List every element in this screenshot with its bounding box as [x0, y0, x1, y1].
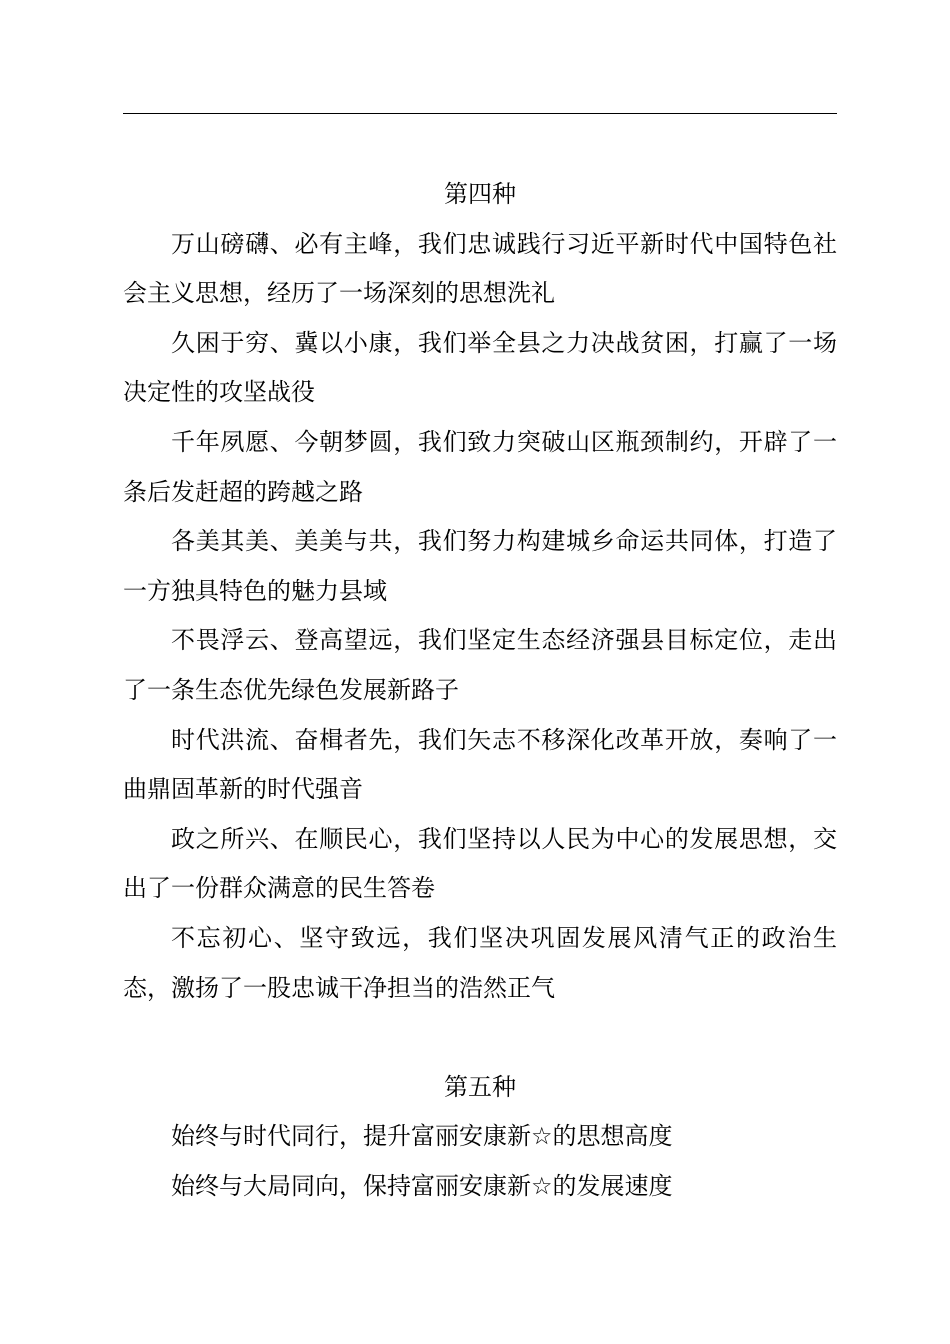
- paragraph: 不畏浮云、登高望远，我们坚定生态经济强县目标定位，走出了一条生态优先绿色发展新路子: [123, 626, 837, 704]
- paragraph: 始终与时代同行，提升富丽安康新☆的思想高度: [171, 1122, 673, 1151]
- paragraph: 千年夙愿、今朝梦圆，我们致力突破山区瓶颈制约，开辟了一条后发赶超的跨越之路: [123, 427, 837, 506]
- paragraph: 不忘初心、坚守致远，我们坚决巩固发展风清气正的政治生态，激扬了一股忠诚干净担当的浩然正气: [123, 923, 837, 1002]
- paragraph: 万山磅礴、必有主峰，我们忠诚践行习近平新时代中国特色社会主义思想，经历了一场深刻的思想洗礼: [123, 229, 837, 308]
- paragraph: 政之所兴、在顺民心，我们坚持以人民为中心的发展思想，交出了一份群众满意的民生答卷: [123, 824, 837, 903]
- paragraph: 久困于穷、冀以小康，我们举全县之力决战贫困，打赢了一场决定性的攻坚战役: [123, 328, 837, 407]
- paragraph: 始终与大局同向，保持富丽安康新☆的发展速度: [171, 1171, 673, 1200]
- paragraph: 各美其美、美美与共，我们努力构建城乡命运共同体，打造了一方独具特色的魅力县域: [123, 527, 837, 605]
- section-title: 第五种: [444, 1072, 516, 1101]
- header-rule: [123, 113, 837, 114]
- section-title: 第四种: [444, 180, 516, 208]
- section-5: [123, 1063, 837, 1212]
- document-body: [123, 170, 837, 1211]
- paragraph: 时代洪流、奋楫者先，我们矢志不移深化改革开放，奏响了一曲鼎固革新的时代强音: [123, 725, 837, 804]
- section-spacer: [123, 1013, 837, 1063]
- section-4: [123, 170, 837, 1013]
